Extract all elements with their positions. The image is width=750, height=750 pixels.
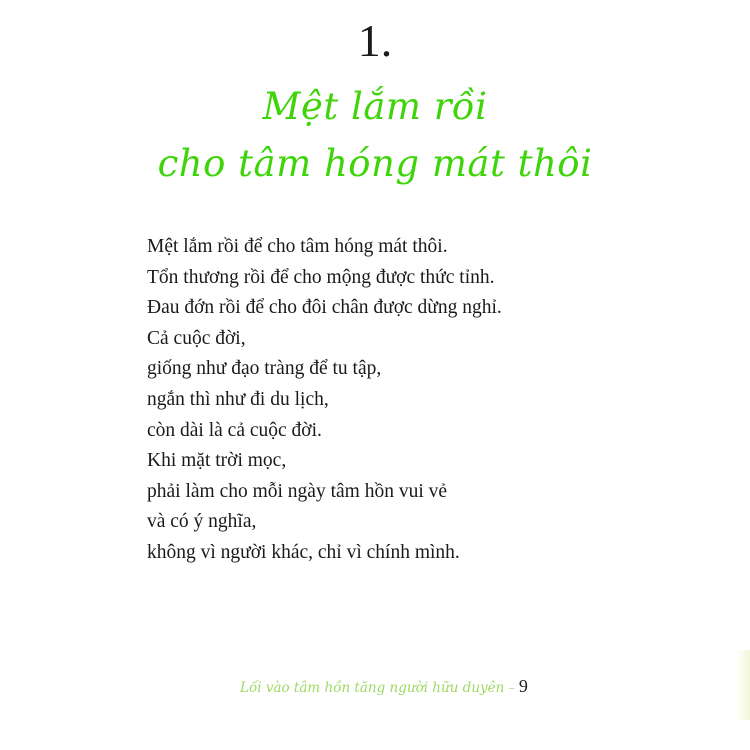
- running-title: Lối vào tâm hồn tăng người hữu duyên: [240, 680, 505, 696]
- chapter-title-line-2: cho tâm hóng mát thôi: [157, 142, 593, 185]
- poem-line: Khi mặt trời mọc,: [147, 450, 287, 472]
- poem-line: và có ý nghĩa,: [147, 511, 257, 533]
- poem-line: còn dài là cả cuộc đời.: [147, 419, 322, 441]
- chapter-title-line-1: Mệt lắm rồi: [262, 85, 488, 128]
- poem-line: không vì người khác, chỉ vì chính mình.: [147, 541, 460, 563]
- footer-separator: –: [508, 681, 515, 696]
- page-footer: [240, 674, 580, 701]
- poem-line: ngắn thì như đi du lịch,: [147, 388, 329, 410]
- poem-line: giống như đạo tràng để tu tập,: [147, 358, 382, 380]
- poem-body: [147, 232, 667, 569]
- poem-line: Cả cuộc đời,: [147, 327, 246, 349]
- page-edge-shading: [736, 650, 750, 720]
- poem-line: Mệt lắm rồi để cho tâm hóng mát thôi.: [147, 236, 448, 257]
- poem-line: Đau đớn rồi để cho đôi chân được dừng nghỉ.: [147, 297, 502, 319]
- poem-line: phải làm cho mỗi ngày tâm hồn vui vẻ: [147, 480, 448, 502]
- chapter-title: [0, 78, 750, 192]
- chapter-number: 1.: [357, 15, 393, 66]
- page-number: 9: [518, 676, 528, 696]
- poem-line: Tổn thương rồi để cho mộng được thức tỉnh.: [147, 266, 495, 288]
